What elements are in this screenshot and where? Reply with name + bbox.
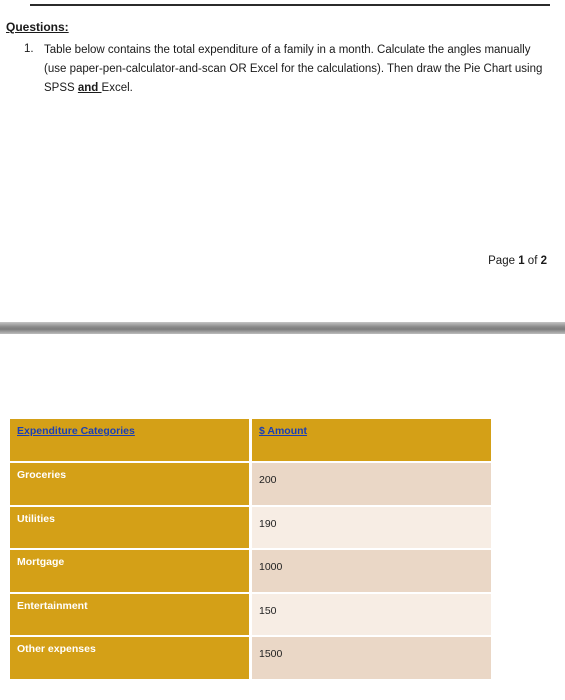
question-text-underlined: and [77,82,102,94]
questions-heading: Questions: [6,20,69,34]
page-number-current: 1 [518,255,525,267]
category-cell: Entertainment [10,594,249,638]
page-number [488,255,547,267]
table-row [10,550,491,594]
category-cell: Utilities [10,507,249,551]
question-text-end: Excel. [101,82,133,94]
page-divider [0,322,565,334]
amount-cell: 190 [249,507,491,551]
page-number-total: 2 [540,255,547,267]
amount-cell: 150 [249,594,491,638]
expenditure-table [10,419,491,681]
page-number-prefix: Page [488,255,519,267]
question-text-main: Table below contains the total expenditure of a family in a month. Calculate the angles manually (use paper-pen-calculator-and-scan OR Excel for the calculations). Then draw the Pie Chart using SPSS [44,44,543,94]
table-row [10,594,491,638]
category-cell: Mortgage [10,550,249,594]
amount-cell: 1500 [249,637,491,681]
table-row [10,463,491,507]
category-cell: Groceries [10,463,249,507]
amount-cell: 1000 [249,550,491,594]
question-text [44,41,549,98]
header-amount: $ Amount [249,419,491,463]
header-category: Expenditure Categories [10,419,249,463]
category-cell: Other expenses [10,637,249,681]
amount-cell: 200 [249,463,491,507]
table-row [10,507,491,551]
top-rule [30,4,550,6]
question-number: 1. [24,43,34,55]
table-header-row [10,419,491,463]
page-number-middle: of [524,255,541,267]
table-row [10,637,491,681]
